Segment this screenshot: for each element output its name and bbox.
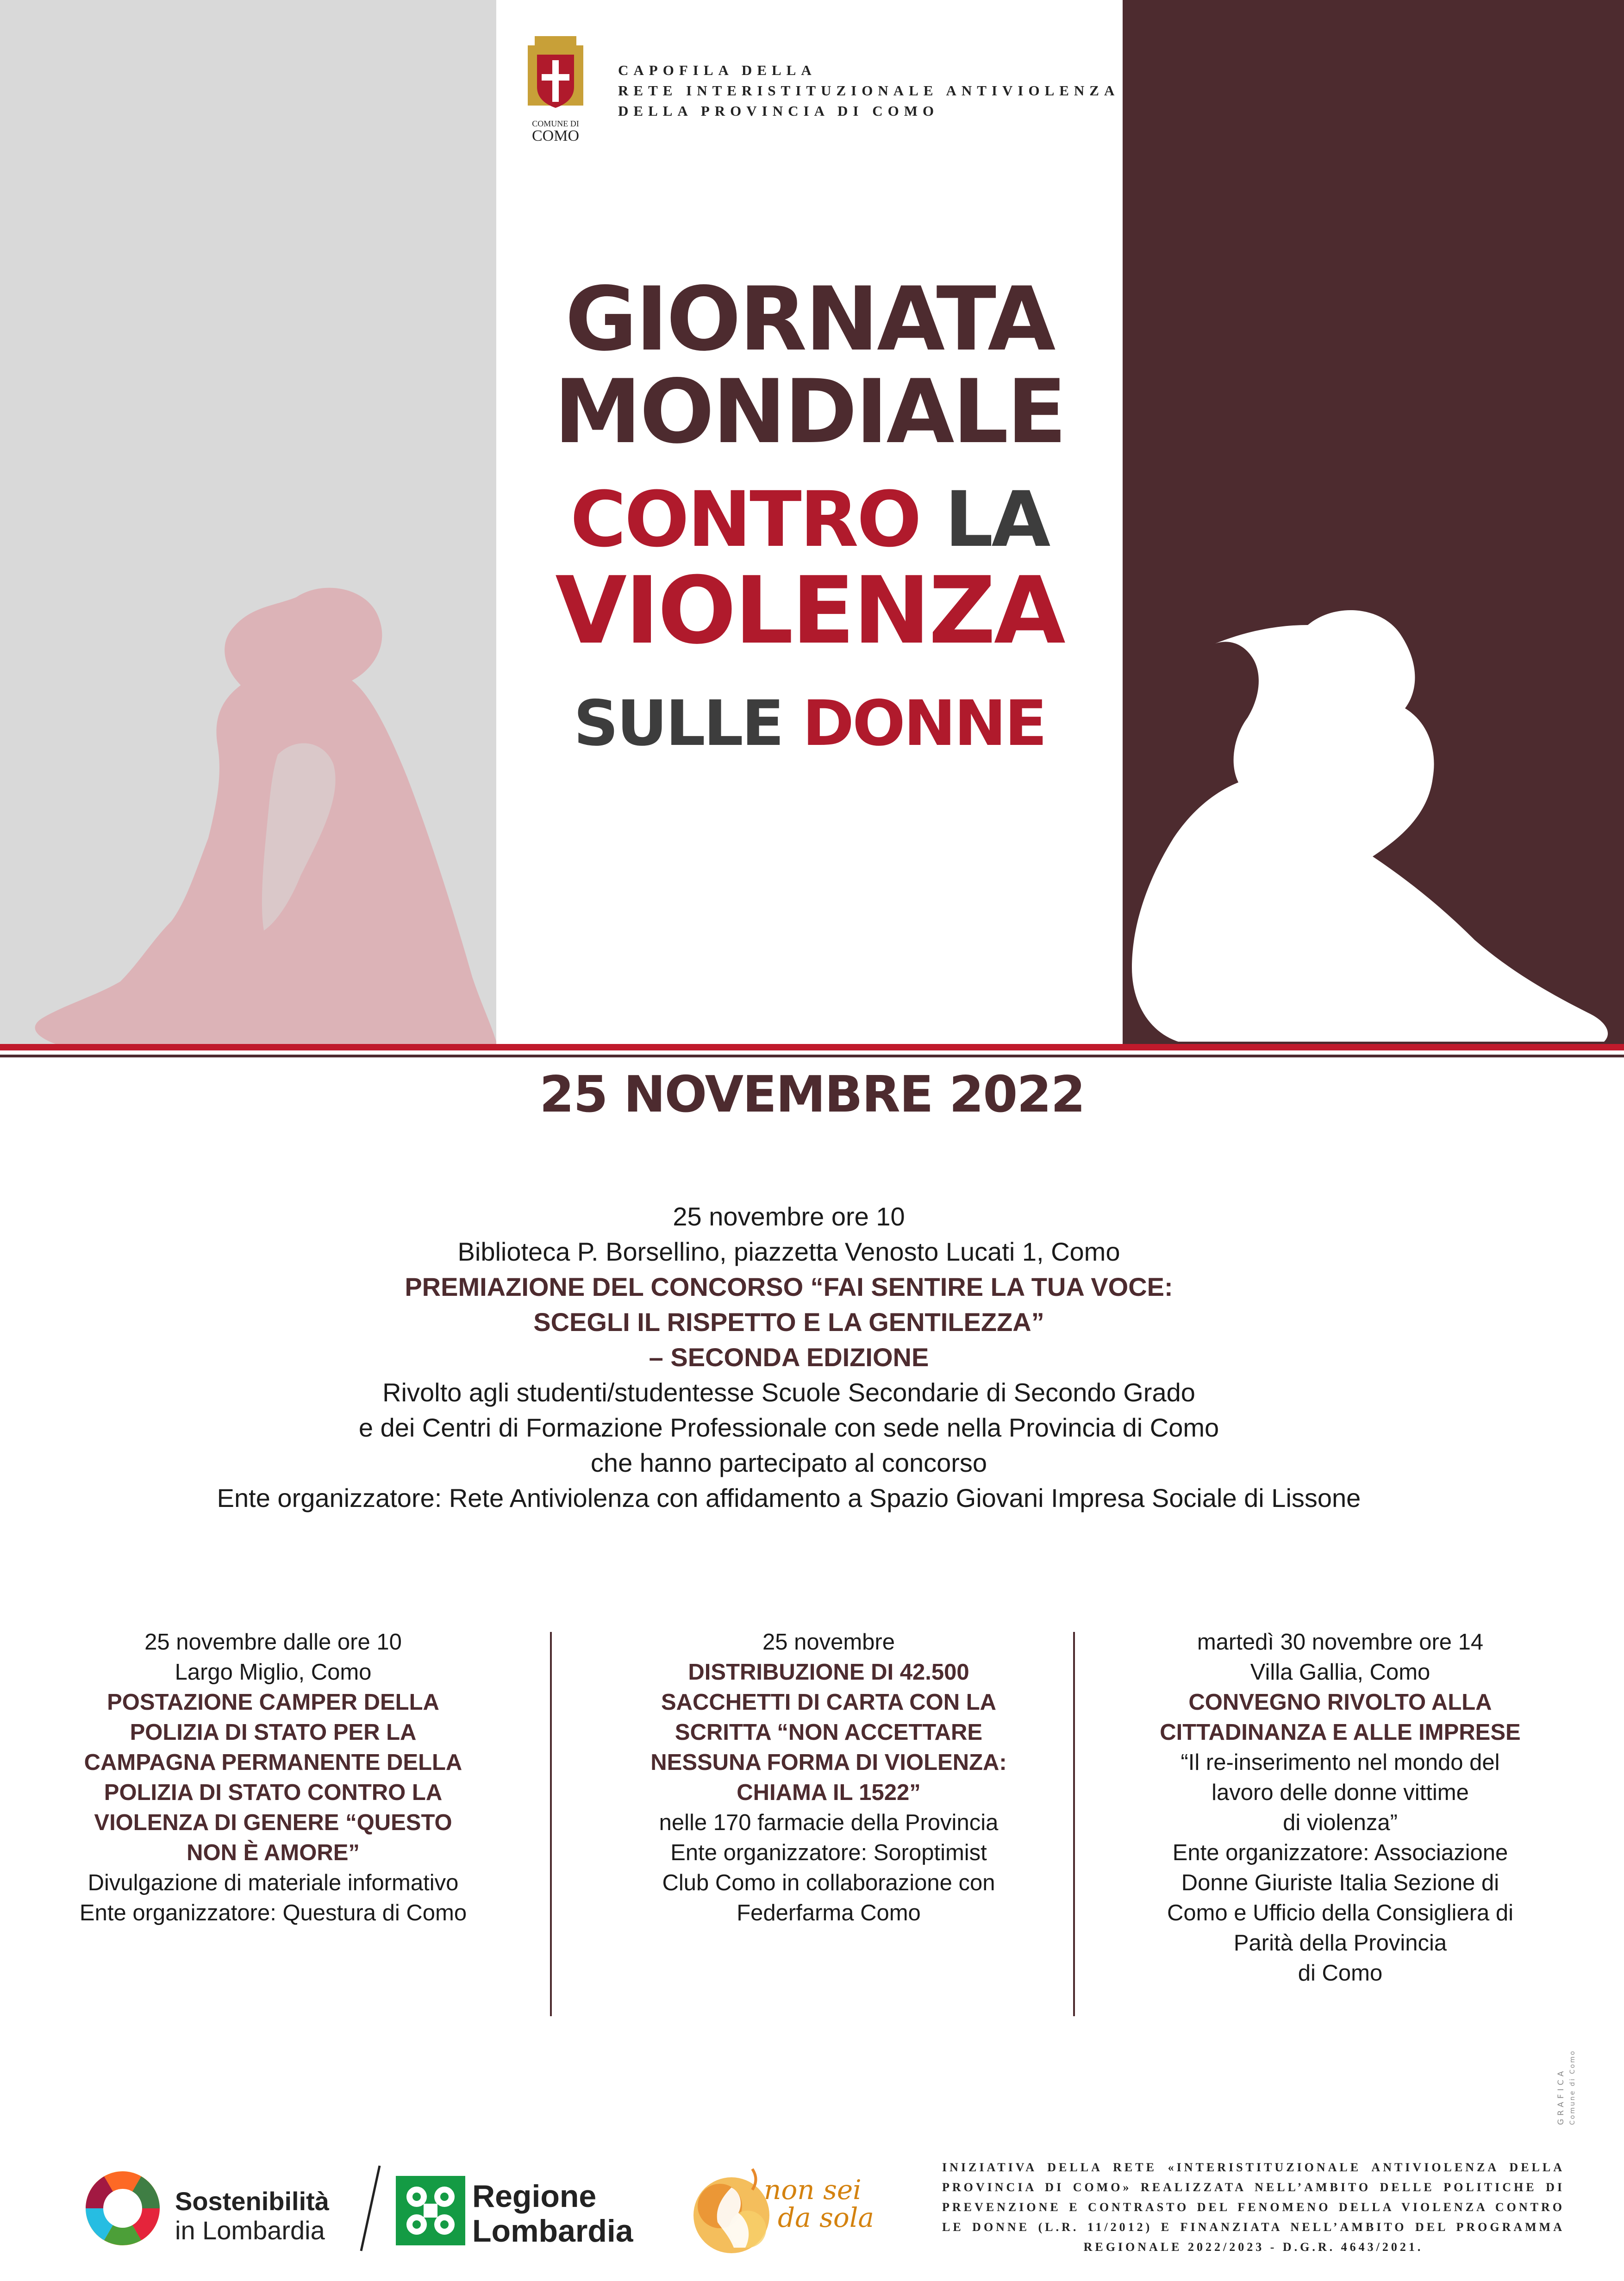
main-event-title: – SECONDA EDIZIONE (649, 1343, 929, 1372)
event-organizer: Federfarma Como (737, 1900, 921, 1925)
event-organizer: Ente organizzatore: Questura di Como (79, 1900, 467, 1925)
event-detail: di violenza” (1283, 1810, 1398, 1835)
title-word-la: LA (944, 475, 1049, 564)
capofila-text (618, 60, 1127, 121)
event-when: martedì 30 novembre ore 14 (1197, 1630, 1484, 1655)
event-title: DISTRIBUZIONE DI 42.500 (688, 1660, 969, 1685)
event-organizer: Donne Giuriste Italia Sezione di (1181, 1870, 1499, 1895)
column-divider (550, 1632, 552, 2016)
event-where: Largo Miglio, Como (175, 1660, 372, 1685)
event-organizer: Club Como in collaborazione con (662, 1870, 995, 1895)
logo-separator (352, 2162, 389, 2255)
event-organizer: Parità della Provincia (1233, 1931, 1447, 1956)
sdg-wheel-icon (83, 2169, 162, 2248)
event-column-2 (588, 1627, 1069, 1928)
column-divider (1073, 1632, 1075, 2016)
main-event-title: SCEGLI IL RISPETTO E LA GENTILEZZA” (533, 1307, 1044, 1337)
sostenibilita-sublabel: in Lombardia (175, 2216, 325, 2245)
non-sei-label: non sei (764, 2174, 862, 2206)
main-event-desc: e dei Centri di Formazione Professionale con sede nella Provincia di Como (358, 1413, 1219, 1442)
title-line-5 (496, 687, 1123, 760)
event-detail: Divulgazione di materiale informativo (87, 1870, 459, 1895)
event-title: CITTADINANZA E ALLE IMPRESE (1160, 1720, 1521, 1745)
sostenibilita-label: Sostenibilità (175, 2187, 329, 2216)
event-detail: lavoro delle donne vittime (1212, 1780, 1469, 1805)
divider-burgundy (0, 1055, 1624, 1057)
svg-text:COMUNE DI: COMUNE DI (532, 119, 579, 128)
event-title: CAMPAGNA PERMANENTE DELLA (84, 1750, 462, 1775)
event-where: Villa Gallia, Como (1250, 1660, 1430, 1685)
event-title: POSTAZIONE CAMPER DELLA (107, 1690, 439, 1715)
da-sola-label: da sola (778, 2202, 874, 2233)
lombardia-label: Lombardia (472, 2213, 633, 2249)
event-title: SACCHETTI DI CARTA CON LA (661, 1690, 997, 1715)
event-title: SCRITTA “NON ACCETTARE (675, 1720, 983, 1745)
event-organizer: Ente organizzatore: Associazione (1172, 1840, 1508, 1865)
event-when: 25 novembre dalle ore 10 (144, 1630, 402, 1655)
title-word-sulle: SULLE (573, 687, 783, 760)
main-event-desc: che hanno partecipato al concorso (590, 1448, 987, 1477)
svg-text:GRAFICA: GRAFICA (1556, 2068, 1566, 2125)
event-detail: nelle 170 farmacie della Provincia (659, 1810, 999, 1835)
event-title: POLIZIA DI STATO PER LA (130, 1720, 417, 1745)
title-word-contro: CONTRO (570, 475, 920, 564)
event-when: 25 novembre (762, 1630, 895, 1655)
svg-text:COMO: COMO (531, 127, 580, 143)
title-line-4: VIOLENZA (555, 557, 1064, 665)
title-line-1: GIORNATA (565, 268, 1054, 370)
title-line-2: MONDIALE (554, 361, 1065, 463)
capofila-line: RETE INTERISTITUZIONALE ANTIVIOLENZA (618, 82, 1120, 99)
woman-silhouette-left-icon (0, 579, 500, 1044)
divider-red (0, 1044, 1624, 1050)
regione-lombardia-logo-icon (396, 2176, 465, 2245)
event-title: VIOLENZA DI GENERE “QUESTO (94, 1810, 452, 1835)
title-line-3 (496, 475, 1123, 564)
woman-silhouette-right-icon (1123, 597, 1624, 1044)
main-event-title: PREMIAZIONE DEL CONCORSO “FAI SENTIRE LA TUA VOCE: (405, 1272, 1173, 1301)
main-event (93, 1199, 1485, 1516)
event-detail: “Il re-inserimento nel mondo del (1181, 1750, 1500, 1775)
event-organizer: Como e Ufficio della Consigliera di (1167, 1900, 1514, 1925)
svg-text:Comune di Como: Comune di Como (1569, 2050, 1576, 2125)
event-column-3 (1095, 1627, 1586, 1988)
como-crest-icon (518, 36, 593, 143)
event-title: CONVEGNO RIVOLTO ALLA (1188, 1690, 1492, 1715)
main-event-where: Biblioteca P. Borsellino, piazzetta Venosto Lucati 1, Como (457, 1237, 1120, 1266)
non-sei-da-sola-text (764, 2176, 880, 2231)
capofila-line: DELLA PROVINCIA DI COMO (618, 103, 939, 119)
event-title: NON È AMORE” (187, 1840, 360, 1865)
event-organizer: di Como (1298, 1961, 1383, 1986)
regione-label: Regione (472, 2179, 597, 2214)
main-event-when: 25 novembre ore 10 (673, 1202, 905, 1231)
main-event-organizer: Ente organizzatore: Rete Antiviolenza con affidamento a Spazio Giovani Impresa Sociale di Lissone (217, 1483, 1361, 1512)
event-column-1 (32, 1627, 514, 1928)
event-organizer: Ente organizzatore: Soroptimist (670, 1840, 987, 1865)
event-title: POLIZIA DI STATO CONTRO LA (104, 1780, 443, 1805)
event-date: 25 NOVEMBRE 2022 (539, 1066, 1085, 1124)
title-word-donne: DONNE (802, 687, 1046, 760)
graphic-credit (1553, 2021, 1581, 2127)
initiative-statement: INIZIATIVA DELLA RETE «INTERISTITUZIONALE ANTIVIOLENZA DELLA PROVINCIA DI COMO» REALIZZATA NELL’AMBITO DELLE POLITICHE DI PREVENZIONE E CONTRASTO DEL FENOMENO DELLA VIOLENZA CONTRO LE DONNE (L.R. 11/2012) E FINANZIATA NELL’AMBITO DEL PROGRAMMA REGIONALE 2022/2023 - D.G.R. 4643/2021. (942, 2161, 1565, 2254)
main-event-desc: Rivolto agli studenti/studentesse Scuole Secondarie di Secondo Grado (382, 1378, 1195, 1407)
event-title: CHIAMA IL 1522” (737, 1780, 921, 1805)
capofila-line: CAPOFILA DELLA (618, 62, 817, 78)
event-title: NESSUNA FORMA DI VIOLENZA: (650, 1750, 1007, 1775)
